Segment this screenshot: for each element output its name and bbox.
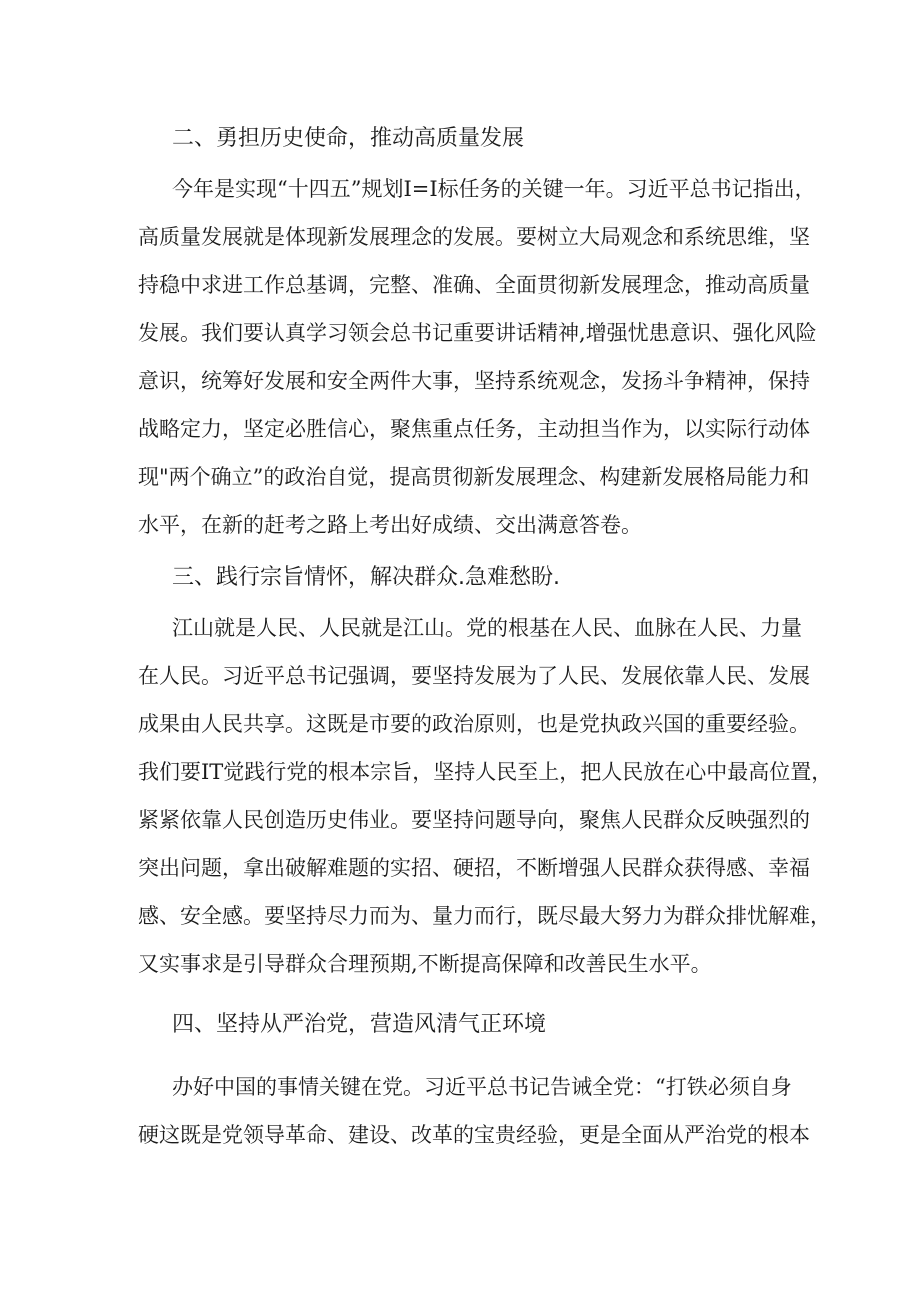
paragraph-line: 江山就是人民、人民就是江山。党的根基在人民、血脉在人民、力量 <box>172 616 802 640</box>
paragraph-line: 又实事求是引导群众合理预期,不断提高保障和改善民生水平。 <box>138 952 712 976</box>
paragraph-line: 发展。我们要认真学习领会总书记重要讲话精神,增强忧患意识、强化风险 <box>138 321 817 345</box>
paragraph-line: 突出问题，拿出破解难题的实招、硬招，不断增强人民群众获得感、幸福 <box>138 856 810 880</box>
paragraph-line: 持稳中求进工作总基调，完整、准确、全面贯彻新发展理念，推动高质量 <box>138 273 810 297</box>
paragraph-line: 水平，在新的赶考之路上考出好成绩、交出满意答卷。 <box>138 513 642 537</box>
paragraph-line: 现"两个确立”的政治自觉，提高贯彻新发展理念、构建新发展格局能力和 <box>138 465 810 489</box>
paragraph-line: 意识，统筹好发展和安全两件大事，坚持系统观念，发扬斗争精神，保持 <box>138 369 810 393</box>
paragraph-line: 紧紧依靠人民创造历史伟业。要坚持问题导向，聚焦人民群众反映强烈的 <box>138 808 810 832</box>
paragraph-line: 感、安全感。要坚持尽力而为、量力而行，既尽最大努力为群众排忧解难， <box>138 904 831 928</box>
paragraph-line: 硬这既是党领导革命、建设、改革的宝贵经验，更是全面从严治党的根本 <box>138 1123 810 1147</box>
paragraph-line: 战略定力，坚定必胜信心，聚焦重点任务，主动担当作为，以实际行动体 <box>138 417 810 441</box>
section-4-heading: 四、坚持从严治党，营造风清气正环境 <box>172 1012 547 1037</box>
paragraph-line: 成果由人民共享。这既是市要的政治原则，也是党执政兴国的重要经验。 <box>138 712 810 736</box>
paragraph-line: 在人民。习近平总书记强调，要坚持发展为了人民、发展依靠人民、发展 <box>138 664 810 688</box>
paragraph-line: 我们要IT觉践行党的根本宗旨，坚持人民至上，把人民放在心中最高位置， <box>138 760 833 784</box>
paragraph-line: 今年是实现“十四五”规划I=I标任务的关键一年。习近平总书记指出， <box>172 177 816 201</box>
section-2-heading: 二、勇担历史使命，推动高质量发展 <box>172 126 525 151</box>
paragraph-line: 高质量发展就是体现新发展理念的发展。要树立大局观念和系统思维，坚 <box>138 225 810 249</box>
section-3-heading: 三、践行宗旨情怀，解决群众.急难愁盼. <box>172 565 560 590</box>
paragraph-line: 办好中国的事情关键在党。习近平总书记告诫全党：“打铁必须自身 <box>172 1075 792 1099</box>
